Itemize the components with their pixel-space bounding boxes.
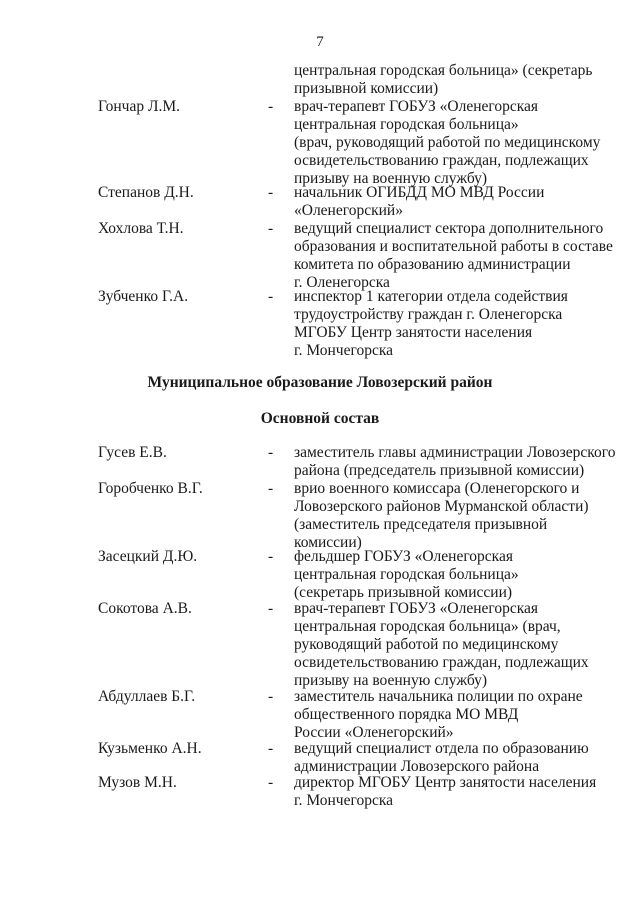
dash: -: [268, 98, 274, 115]
dash: -: [268, 444, 274, 461]
member-name: Гусев Е.В.: [98, 444, 167, 461]
dash: -: [268, 184, 274, 201]
member-description: врач-терапевт ГОБУЗ «Оленегорская центральная городская больница» (врач, руководящий работой по медицинскому освидетельствованию граждан, подлежащих призыву на военную службу): [294, 98, 601, 187]
member-description: заместитель главы администрации Ловозерского района (председатель призывной комиссии): [294, 444, 616, 479]
member-name: Горобченко В.Г.: [98, 480, 203, 497]
member-name: Абдуллаев Б.Г.: [98, 688, 196, 705]
member-description: врач-терапевт ГОБУЗ «Оленегорская центральная городская больница» (врач, руководящий работой по медицинскому освидетельствованию граждан, подлежащих призыву на военную службу): [294, 600, 589, 689]
member-name: Засецкий Д.Ю.: [98, 548, 198, 565]
dash: -: [268, 288, 274, 305]
member-name: Степанов Д.Н.: [98, 184, 194, 201]
member-description: инспектор 1 категории отдела содействия трудоустройству граждан г. Оленегорска МГОБУ Центр занятости населения г. Мончегорска: [294, 288, 568, 359]
dash: -: [268, 688, 274, 705]
dash: -: [268, 480, 274, 497]
member-description: фельдшер ГОБУЗ «Оленегорская центральная городская больница» (секретарь призывной комиссии): [294, 548, 519, 601]
member-name: Кузьменко А.Н.: [98, 740, 202, 757]
continuation-line: призывной комиссии): [294, 80, 439, 97]
subsection-title: Основной состав: [260, 410, 380, 427]
member-description: начальник ОГИБДД МО МВД России «Оленегорский»: [294, 184, 545, 219]
member-description: ведущий специалист отдела по образованию администрации Ловозерского района: [294, 740, 589, 775]
member-description: заместитель начальника полиции по охране общественного порядка МО МВД России «Оленегорский»: [294, 688, 583, 741]
dash: -: [268, 774, 274, 791]
dash: -: [268, 220, 274, 237]
member-name: Хохлова Т.Н.: [98, 220, 184, 237]
dash: -: [268, 548, 274, 565]
member-description: врио военного комиссара (Оленегорского и Ловозерского районов Мурманской области) (заместитель председателя призывной комиссии): [294, 480, 589, 551]
member-description: директор МГОБУ Центр занятости населения г. Мончегорска: [294, 774, 597, 809]
dash: -: [268, 740, 274, 757]
member-name: Сокотова А.В.: [98, 600, 192, 617]
member-name: Музов М.Н.: [98, 774, 177, 791]
continuation-line: центральная городская больница» (секретарь: [294, 62, 593, 79]
section-title: Муниципальное образование Ловозерский район: [147, 374, 493, 391]
page-number: 7: [316, 34, 324, 50]
member-name: Гончар Л.М.: [98, 98, 180, 115]
dash: -: [268, 600, 274, 617]
member-description: ведущий специалист сектора дополнительного образования и воспитательной работы в составе комитета по образованию администрации г. Оленегорска: [294, 220, 613, 291]
member-name: Зубченко Г.А.: [98, 288, 189, 305]
